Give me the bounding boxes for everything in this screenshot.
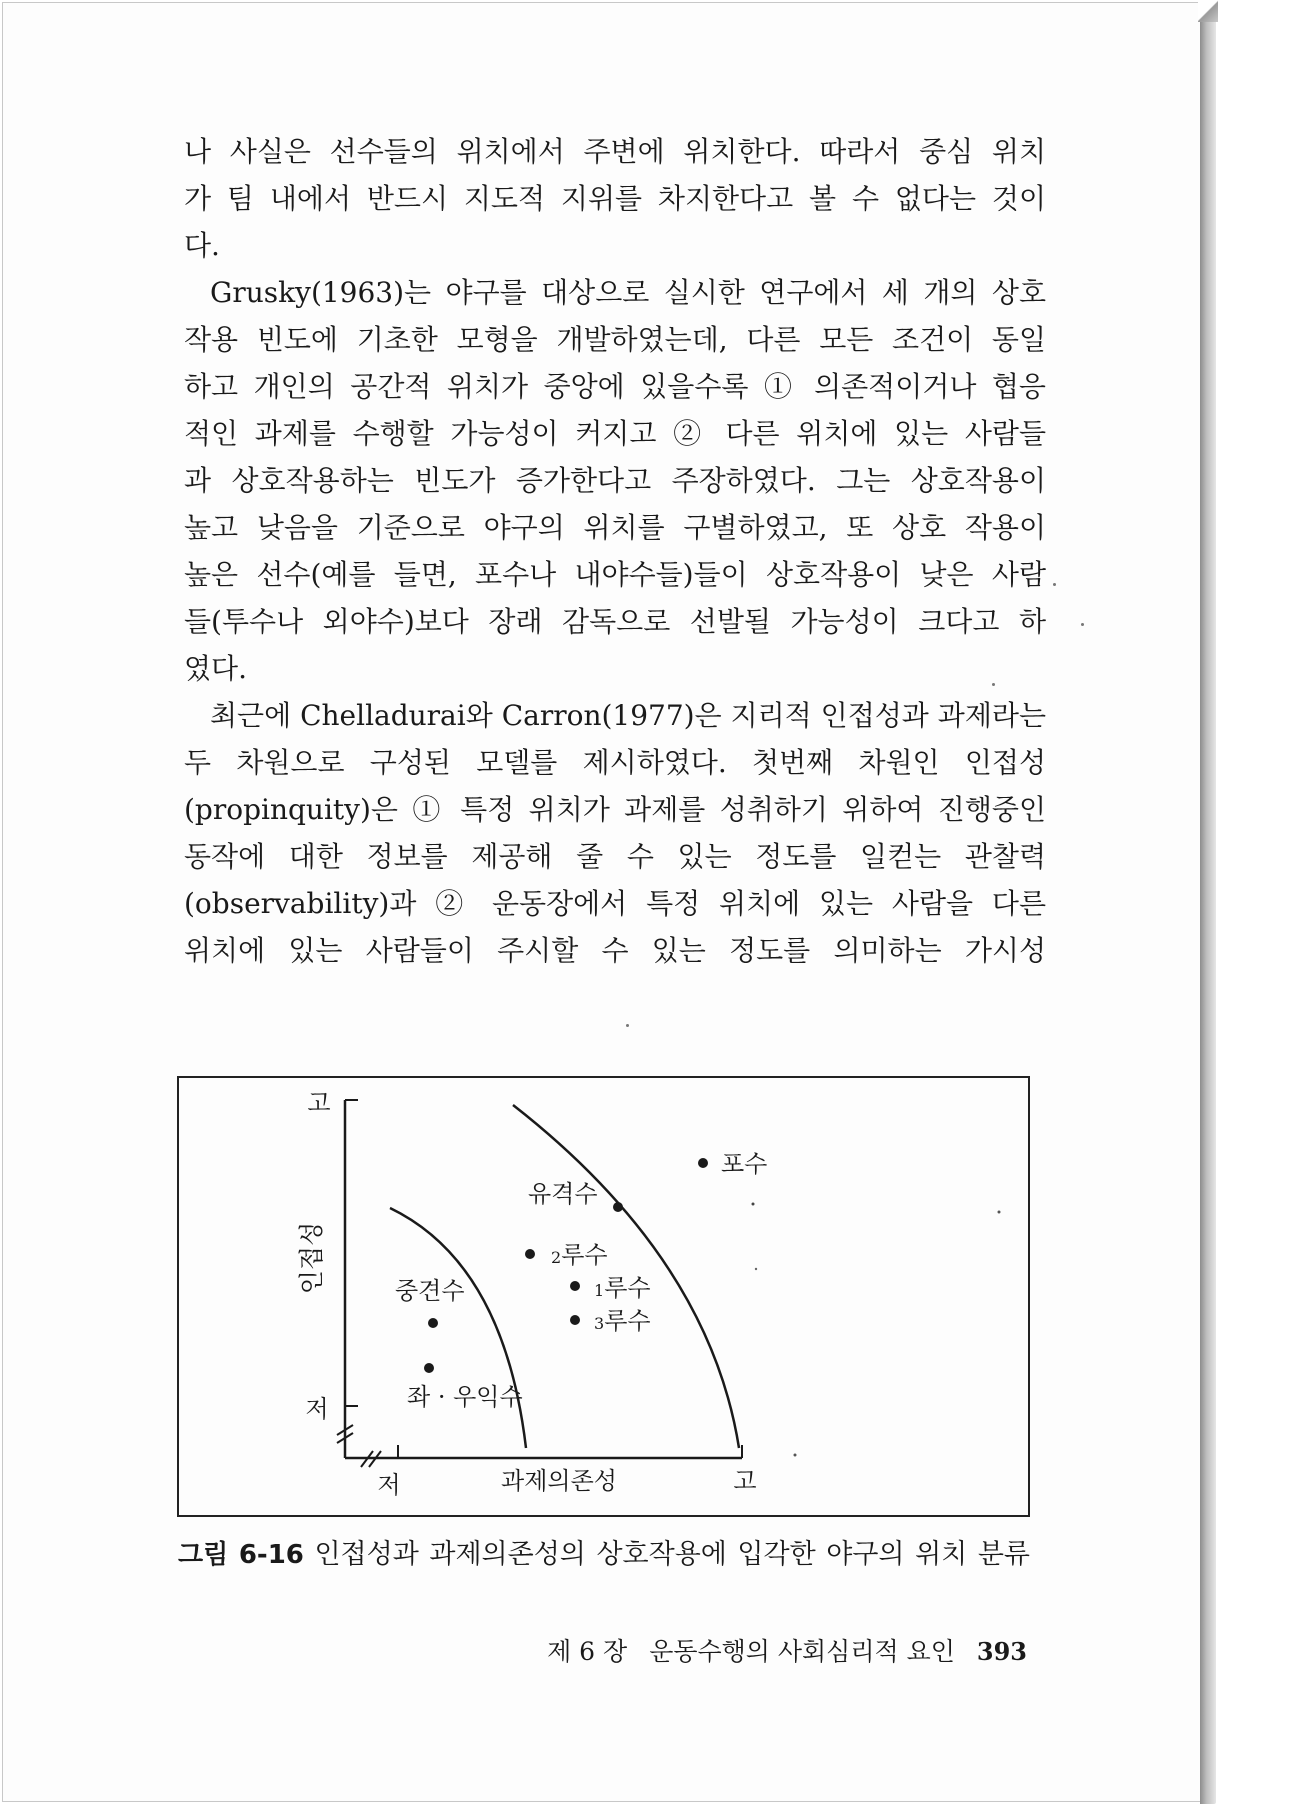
text-line: 다.	[184, 229, 220, 262]
label-catcher: 포수	[721, 1150, 768, 1178]
label-shortstop: 유격수	[528, 1180, 598, 1208]
page-corner	[1198, 0, 1218, 22]
x-axis-label: 과제의존성	[501, 1467, 617, 1495]
text-line: (observability)과 ② 운동장에서 특정 위치에 있는 사람을 다른	[184, 887, 1046, 920]
point-second-base	[525, 1249, 535, 1259]
page-stack-edge	[1200, 6, 1216, 1804]
inner-boundary-curve	[390, 1208, 526, 1448]
text-line: 가 팀 내에서 반드시 지도적 지위를 차지한다고 볼 수 없다는 것이	[184, 182, 1046, 215]
text-line: 하고 개인의 공간적 위치가 중앙에 있을수록 ① 의존적이거나 협응	[184, 370, 1046, 403]
text-line: 높고 낮음을 기준으로 야구의 위치를 구별하였고, 또 상호 작용이	[184, 511, 1046, 544]
chapter-label: 제 6 장	[547, 1637, 628, 1666]
caption-prefix: 그림	[178, 1540, 229, 1570]
text-line: 적인 과제를 수행할 가능성이 커지고 ② 다른 위치에 있는 사람들	[184, 417, 1046, 450]
point-third-base	[570, 1315, 580, 1325]
text-line: 높은 선수(예를 들면, 포수나 내야수들)들이 상호작용이 낮은 사람	[184, 558, 1046, 591]
y-low-label: 저	[305, 1395, 329, 1423]
text-line: 위치에 있는 사람들이 주시할 수 있는 정도를 의미하는 가시성	[184, 934, 1046, 967]
label-second-base: 2루수	[551, 1241, 608, 1269]
text-line: 과 상호작용하는 빈도가 증가한다고 주장하였다. 그는 상호작용이	[184, 464, 1046, 497]
text-line: 나 사실은 선수들의 위치에서 주변에 위치한다. 따라서 중심 위치	[184, 135, 1046, 168]
text-line: 두 차원으로 구성된 모델를 제시하였다. 첫번째 차원인 인접성	[184, 746, 1046, 779]
text-line: 최근에 Chelladurai와 Carron(1977)은 지리적 인접성과 과제라는	[210, 699, 1046, 732]
chapter-title: 운동수행의 사회심리적 요인	[649, 1637, 955, 1666]
point-center-field	[428, 1318, 438, 1328]
point-shortstop	[613, 1202, 623, 1212]
label-corner-outfield: 좌 · 우익수	[407, 1383, 523, 1411]
caption-number: 6-16	[238, 1540, 304, 1570]
figure-caption	[178, 1535, 1030, 1575]
label-center-field: 중견수	[395, 1277, 465, 1305]
text-line: 동작에 대한 정보를 제공해 줄 수 있는 정도를 일컫는 관찰력	[184, 840, 1046, 873]
point-corner-outfield	[424, 1363, 434, 1373]
y-axis-label: 인접성	[297, 1221, 326, 1295]
label-first-base: 1루수	[594, 1274, 651, 1302]
point-catcher	[698, 1158, 708, 1168]
label-third-base: 3루수	[594, 1307, 651, 1335]
text-line: (propinquity)은 ① 특정 위치가 과제를 성취하기 위하여 진행중인	[184, 793, 1046, 826]
position-diagram	[179, 1078, 1028, 1515]
text-line: 작용 빈도에 기초한 모형을 개발하였는데, 다른 모든 조건이 동일	[184, 323, 1046, 356]
caption-text: 인접성과 과제의존성의 상호작용에 입각한 야구의 위치 분류	[314, 1539, 1030, 1570]
running-footer	[547, 1632, 1027, 1672]
y-high-label: 고	[307, 1089, 331, 1117]
figure-6-16	[177, 1076, 1030, 1517]
point-first-base	[570, 1281, 580, 1291]
page-number: 393	[976, 1637, 1027, 1666]
body-text	[184, 128, 1046, 974]
text-line: 였다.	[184, 652, 247, 685]
text-line: Grusky(1963)는 야구를 대상으로 실시한 연구에서 세 개의 상호	[210, 276, 1046, 309]
text-line: 들(투수나 외야수)보다 장래 감독으로 선발될 가능성이 크다고 하	[184, 605, 1046, 638]
x-low-label: 저	[377, 1471, 401, 1499]
x-high-label: 고	[733, 1467, 757, 1495]
